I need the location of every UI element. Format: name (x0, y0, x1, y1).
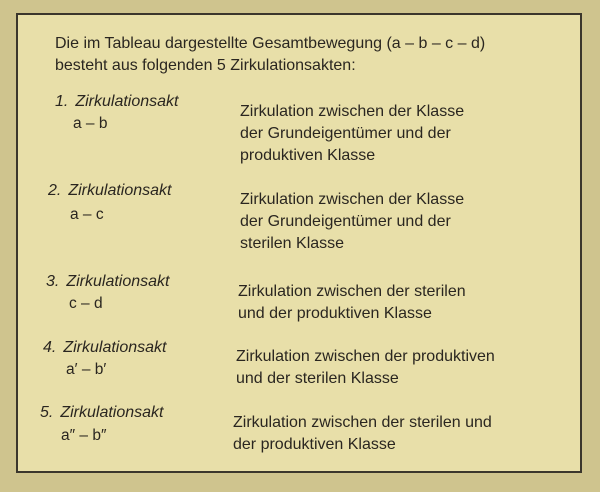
act-number: 4. (43, 339, 57, 356)
act-title-text: Zirkulationsakt (66, 273, 170, 290)
act-pair: a″ – b″ (61, 427, 107, 444)
act-title (43, 338, 167, 358)
act-description-line: produktiven Klasse (240, 147, 376, 164)
act-description-line: Zirkulation zwischen der sterilen und (233, 414, 492, 431)
act-description-line: der Grundeigentümer und der (240, 213, 451, 230)
act-pair: a – c (70, 206, 104, 223)
act-description (236, 346, 495, 390)
act-description-line: Zirkulation zwischen der produktiven (236, 348, 495, 365)
act-pair: a′ – b′ (66, 361, 107, 378)
act-pair: c – d (69, 295, 103, 312)
circulation-act-2 (0, 181, 600, 261)
intro-line: besteht aus folgenden 5 Zirkulationsakten: (55, 57, 356, 74)
act-title (40, 403, 164, 423)
act-description (240, 101, 464, 167)
act-description-line: und der produktiven Klasse (238, 305, 432, 322)
intro-text (55, 33, 575, 77)
act-description (240, 189, 464, 255)
act-description-line: und der sterilen Klasse (236, 370, 399, 387)
act-description-line: der produktiven Klasse (233, 436, 396, 453)
act-title (46, 272, 170, 292)
act-description-line: Zirkulation zwischen der Klasse (240, 103, 465, 120)
act-description-line: sterilen Klasse (240, 235, 345, 252)
act-description-line: der Grundeigentümer und der (240, 125, 451, 142)
circulation-act-5 (0, 403, 600, 483)
act-description-line: Zirkulation zwischen der Klasse (240, 191, 465, 208)
act-description-line: Zirkulation zwischen der sterilen (238, 283, 466, 300)
act-title (48, 181, 172, 201)
act-number: 5. (40, 404, 54, 421)
act-pair: a – b (73, 115, 108, 132)
act-description (238, 281, 466, 325)
act-number: 3. (46, 273, 60, 290)
intro-line: Die im Tableau dargestellte Gesamtbewegung (a – b – c – d) (55, 35, 486, 52)
act-title-text: Zirkulationsakt (60, 404, 164, 421)
act-number: 1. (55, 93, 69, 110)
act-number: 2. (48, 182, 62, 199)
act-title-text: Zirkulationsakt (75, 93, 179, 110)
circulation-act-1 (0, 92, 600, 172)
act-title-text: Zirkulationsakt (63, 339, 167, 356)
act-title (55, 92, 179, 112)
act-title-text: Zirkulationsakt (68, 182, 172, 199)
act-description (233, 412, 492, 456)
